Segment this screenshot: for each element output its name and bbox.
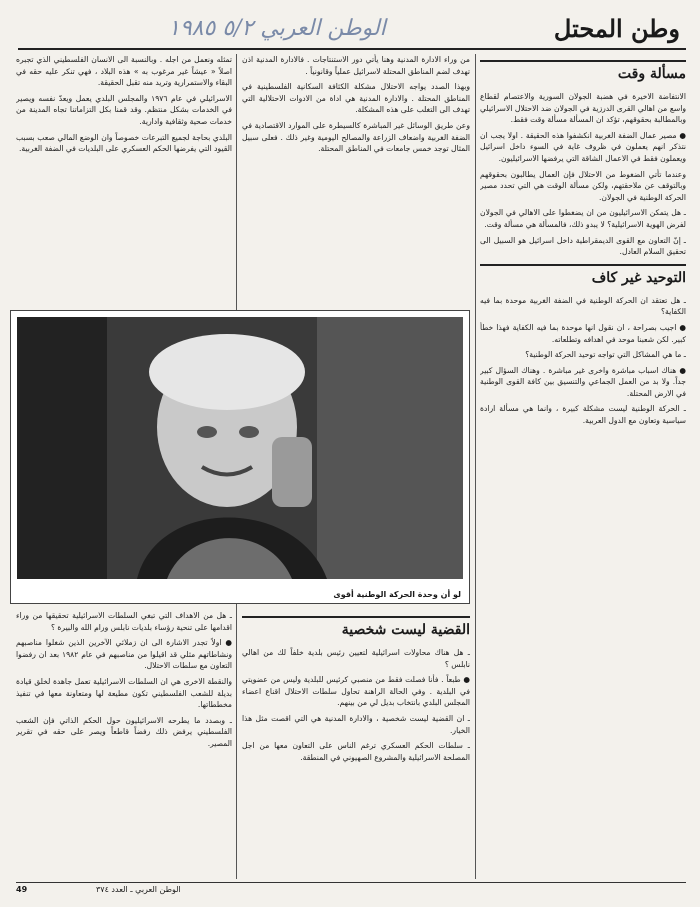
paragraph: وعن طريق الوسائل غير المباشرة كالسيطرة على الموارد الاقتصادية في الضفة الغربية واضعاف الزراعة والمصالح اليومية وغير ذلك . فعلى سبيل المثال توجد خمس جامعات في المناطق المحتلة. [242, 120, 470, 154]
paragraph: ● هناك اسباب مباشرة واخرى غير مباشرة . وهناك السؤال كبير جداً. ولا بد من العمل الجماعي والتنسيق بين كافة القوى الوطنية في الارض المحتلة. [480, 365, 686, 398]
paragraph: ـ وبصدد ما يطرحه الاسرائيليون حول الحكم الذاتي فإن الشعب الفلسطيني يرفض ذلك رفضاً قاطعاً ويصر على حقه في تقرير المصير. [16, 715, 232, 748]
paragraph: وبهذا الصدد يواجه الاحتلال مشكلة الكثافة السكانية الفلسطينية في المناطق المحتلة . والادارة المدنية هي اداة من الادوات الاحتلالية التي تهدف الى التغلب على هذه المشكلة. [242, 82, 470, 115]
paragraph: ● مصير عمال الضفة الغربية انكشفوا هذه الحقيقة . اولا يجب ان نتذكر انهم يعملون في ظروف غاية في السوء داخل اسرائيل ويعملون فقط في الاعمال الشاقة التي يرفضها الاسرائيليون. [480, 130, 686, 163]
middle-column-upper [242, 54, 470, 304]
paragraph: ـ هل يتمكن الاسرائيليون من ان يضغطوا على الاهالي في الجولان لفرض الهوية الاسرائيلية؟ لا يبدو ذلك، فالمسألة هي مسألة وقت. [480, 208, 686, 229]
paragraph: ـ هل هناك محاولات اسرائيلية لتعيين رئيس بلدية خلفاً لك من اهالي نابلس ؟ [242, 648, 470, 669]
photo-caption: لو أن وحدة الحركة الوطنية أقوى [333, 590, 461, 599]
paragraph: ● اولاً تجدر الاشارة الى ان زملائي الآخرين الذين شغلوا مناصبهم ونشاطاتهم مثلي قد اقيلوا من مناصبهم في عام ١٩٨٢ بعد ان رفضوا التعاون مع سلطات الاحتلال. [16, 638, 232, 671]
subheadline: القضية ليست شخصية [242, 616, 470, 641]
paragraph: ـ سلطات الحكم العسكري ترغم الناس على التعاون معها من اجل المصلحة الاسرائيلية والمشروع الصهيوني في المنطقة. [242, 741, 470, 762]
page-footer [16, 882, 686, 899]
paragraph: وعندما تأتي الضغوط من الاحتلال فإن العمال يطالبون بحقوقهم وبالتوقف عن ملاحقتهم، ولكن مسألة الوقت هي التي تحدد مصير الحركة الوطنية في الجولان. [480, 169, 686, 202]
page-number: 49 [16, 885, 28, 894]
paragraph: ـ الحركة الوطنية ليست مشكلة كبيرة ، وانما هي مسألة ارادة سياسية وتعاون مع الدول العربية. [480, 404, 686, 426]
paragraph: ـ إنّ التعاون مع القوى الديمقراطية داخل اسرائيل هو السبيل الى تحقيق السلام العادل. [480, 235, 686, 257]
paragraph: والنقطة الاخرى هي ان السلطات الاسرائيلية تعمل جاهدة لخلق قيادة بديلة للشعب الفلسطيني تكون مطيعة لها ومتعاونة معها في تنفيذ مخططاتها. [16, 676, 232, 710]
paragraph: ● اجيب بصراحة ، ان نقول انها موحدة بما فيه الكفاية فهذا خطأ كبير. لكن شعبنا موحد في اهدافه وتطلعاته. [480, 322, 686, 344]
masthead [18, 14, 686, 50]
article-headline: مسألة وقت [480, 60, 686, 85]
paragraph: ● طبعاً . فأنا فصلت فقط من منصبي كرئيس للبلدية وليس من عضويتي في البلدية . وفي الحالة الراهنة تحاول سلطات الاحتلال اقناع اعضاء المجلس البلدي بانتخاب بديل لي من بينهم. [242, 675, 470, 708]
left-column-lower [16, 610, 232, 879]
paragraph: ـ ان القضية ليست شخصية ، والادارة المدنية هي التي اقصت مثل هذا الخيار. [242, 713, 470, 735]
paragraph: ـ هل تعتقد ان الحركة الوطنية في الضفة الغربية موحدة بما فيه الكفاية؟ [480, 295, 686, 317]
left-column-upper [16, 54, 232, 304]
section-headline: التوحيد غير كاف [480, 264, 686, 289]
portrait-image [17, 317, 463, 579]
publication-info: الوطن العربي ـ العدد ٣٧٤ [96, 885, 181, 894]
middle-column-lower [242, 610, 470, 879]
portrait-photo [17, 317, 463, 579]
paragraph: تمثله ونعمل من اجله . وبالنسبة الى الانسان الفلسطيني الذي تجبره اصلاً « عيشاً غير مرغوب به » هذه البلاد ، فهي تنكر عليه حقه في البقاء والاستمرارية وتريد منه تقبل الحقيقة. [16, 55, 232, 88]
paragraph: من وراء الادارة المدنية وهنا يأتي دور الاستنتاجات . فالادارة المدنية اذن تهدف لضم المناطق المحتلة لاسرائيل عملياً وقانونياً . [242, 55, 470, 76]
paragraph: البلدي بحاجة لجميع التبرعات خصوصاً وان الوضع المالي صعب بسبب القيود التي يفرضها الحكم العسكري على البلديات في الضفة الغربية. [16, 132, 232, 154]
paragraph: الانتفاضة الاخيرة في هضبة الجولان السورية والاعتصام لقطاع واسع من اهالي القرى الدرزية في الجولان ضد الاحتلال الاسرائيلي وبالمطالبة بحقوقهم، تؤكد ان المسألة مسألة وقت فقط. [480, 92, 686, 125]
photo-frame [10, 310, 470, 604]
handwritten-date: الوطن العربي ٥/٢ ١٩٨٥ [168, 16, 386, 41]
column-rule [475, 54, 476, 879]
paragraph: الاسرائيلي في عام ١٩٧٦ والمجلس البلدي يعمل ويعدّ نفسه ويصير في الخدمات بشكل منتظم. وقد قمنا بكل التزاماتنا تجاه المدينة من خدمات صحية وثقافية وادارية. [16, 93, 232, 126]
section-title: وطن المحتل [553, 14, 680, 43]
paragraph: ـ ما هي المشاكل التي تواجه توحيد الحركة الوطنية؟ [525, 350, 686, 360]
right-column [480, 54, 686, 879]
paragraph: ـ هل من الاهداف التي تبغي السلطات الاسرائيلية تحقيقها من وراء اقدامها على تنحية رؤساء بلديات نابلس ورام الله والبيرة ؟ [16, 611, 232, 632]
